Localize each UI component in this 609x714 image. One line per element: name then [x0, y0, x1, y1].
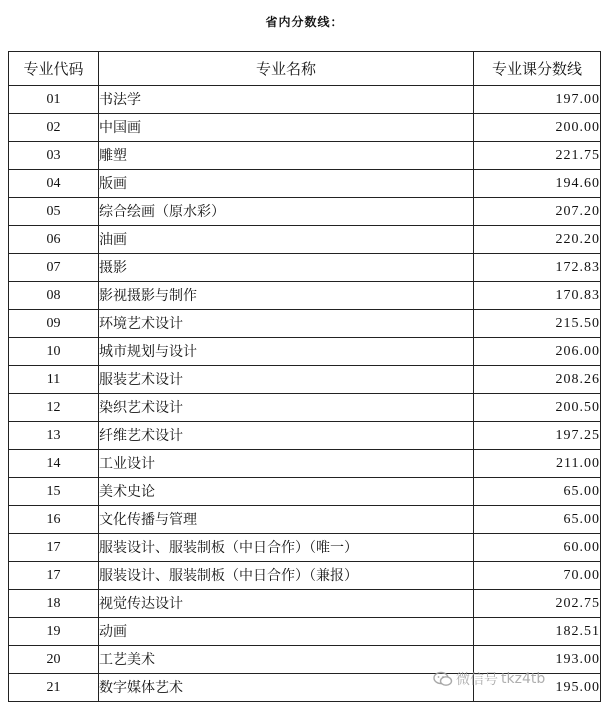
- row-code: 10: [9, 338, 99, 366]
- table-row: [9, 674, 601, 702]
- table-row: [9, 282, 601, 310]
- row-score: 206.00: [474, 338, 601, 366]
- row-name: 视觉传达设计: [99, 590, 474, 618]
- row-code: 20: [9, 646, 99, 674]
- table-row: [9, 338, 601, 366]
- row-score: 182.51: [474, 618, 601, 646]
- row-code: 01: [9, 86, 99, 114]
- row-code: 09: [9, 310, 99, 338]
- table-row: [9, 562, 601, 590]
- row-name: 影视摄影与制作: [99, 282, 474, 310]
- row-score: 220.20: [474, 226, 601, 254]
- row-code: 18: [9, 590, 99, 618]
- row-score: 60.00: [474, 534, 601, 562]
- watermark-text: 微信号: [456, 672, 498, 688]
- table-row: [9, 478, 601, 506]
- row-name: 中国画: [99, 114, 474, 142]
- row-code: 15: [9, 478, 99, 506]
- row-name: 版画: [99, 170, 474, 198]
- row-score: 208.26: [474, 366, 601, 394]
- row-name: 书法学: [99, 86, 474, 114]
- row-score: 202.75: [474, 590, 601, 618]
- row-name: 摄影: [99, 254, 474, 282]
- row-code: 13: [9, 422, 99, 450]
- row-score: 170.83: [474, 282, 601, 310]
- row-score: 200.50: [474, 394, 601, 422]
- table-row: [9, 450, 601, 478]
- table-row: [9, 506, 601, 534]
- row-code: 05: [9, 198, 99, 226]
- row-score: 207.20: [474, 198, 601, 226]
- row-name: 综合绘画（原水彩）: [99, 198, 474, 226]
- row-code: 14: [9, 450, 99, 478]
- row-code: 07: [9, 254, 99, 282]
- score-table: [8, 51, 601, 702]
- page-title: 省内分数线：: [265, 15, 344, 29]
- table-row: [9, 422, 601, 450]
- table-row: [9, 198, 601, 226]
- row-name: 服装设计、服装制板（中日合作）（兼报）: [99, 562, 474, 590]
- table-row: [9, 142, 601, 170]
- row-name: 纤维艺术设计: [99, 422, 474, 450]
- table-row: [9, 646, 601, 674]
- row-score: 172.83: [474, 254, 601, 282]
- row-score: 197.25: [474, 422, 601, 450]
- row-name: 服装设计、服装制板（中日合作）（唯一）: [99, 534, 474, 562]
- row-code: 08: [9, 282, 99, 310]
- row-name: 动画: [99, 618, 474, 646]
- row-score: 194.60: [474, 170, 601, 198]
- row-name: 文化传播与管理: [99, 506, 474, 534]
- row-score: 211.00: [474, 450, 601, 478]
- row-code: 04: [9, 170, 99, 198]
- row-score: 195.00: [474, 674, 601, 702]
- row-code: 17: [9, 534, 99, 562]
- header-code: 专业代码: [9, 52, 99, 86]
- row-name: 染织艺术设计: [99, 394, 474, 422]
- table-row: [9, 394, 601, 422]
- row-name: 工业设计: [99, 450, 474, 478]
- row-code: 21: [9, 674, 99, 702]
- table-row: [9, 86, 601, 114]
- table-header-row: [9, 52, 601, 86]
- row-name: 工艺美术: [99, 646, 474, 674]
- row-name: 油画: [99, 226, 474, 254]
- row-code: 17: [9, 562, 99, 590]
- row-score: 70.00: [474, 562, 601, 590]
- row-score: 215.50: [474, 310, 601, 338]
- row-name: 服装艺术设计: [99, 366, 474, 394]
- header-name: 专业名称: [99, 52, 474, 86]
- table-row: [9, 114, 601, 142]
- row-score: 197.00: [474, 86, 601, 114]
- row-name: 美术史论: [99, 478, 474, 506]
- row-score: 65.00: [474, 478, 601, 506]
- row-score: 65.00: [474, 506, 601, 534]
- table-row: [9, 366, 601, 394]
- row-score: 200.00: [474, 114, 601, 142]
- table-row: [9, 310, 601, 338]
- row-code: 03: [9, 142, 99, 170]
- row-name: 环境艺术设计: [99, 310, 474, 338]
- row-score: 221.75: [474, 142, 601, 170]
- table-row: [9, 590, 601, 618]
- row-score: 193.00: [474, 646, 601, 674]
- row-code: 11: [9, 366, 99, 394]
- table-row: [9, 226, 601, 254]
- row-code: 06: [9, 226, 99, 254]
- header-score: 专业课分数线: [474, 52, 601, 86]
- row-code: 12: [9, 394, 99, 422]
- table-row: [9, 170, 601, 198]
- row-name: 数字媒体艺术: [99, 674, 474, 702]
- row-name: 雕塑: [99, 142, 474, 170]
- row-code: 16: [9, 506, 99, 534]
- row-code: 02: [9, 114, 99, 142]
- table-row: [9, 534, 601, 562]
- table-row: [9, 254, 601, 282]
- row-code: 19: [9, 618, 99, 646]
- table-row: [9, 618, 601, 646]
- watermark-handle: tkz4tb: [501, 671, 546, 687]
- row-name: 城市规划与设计: [99, 338, 474, 366]
